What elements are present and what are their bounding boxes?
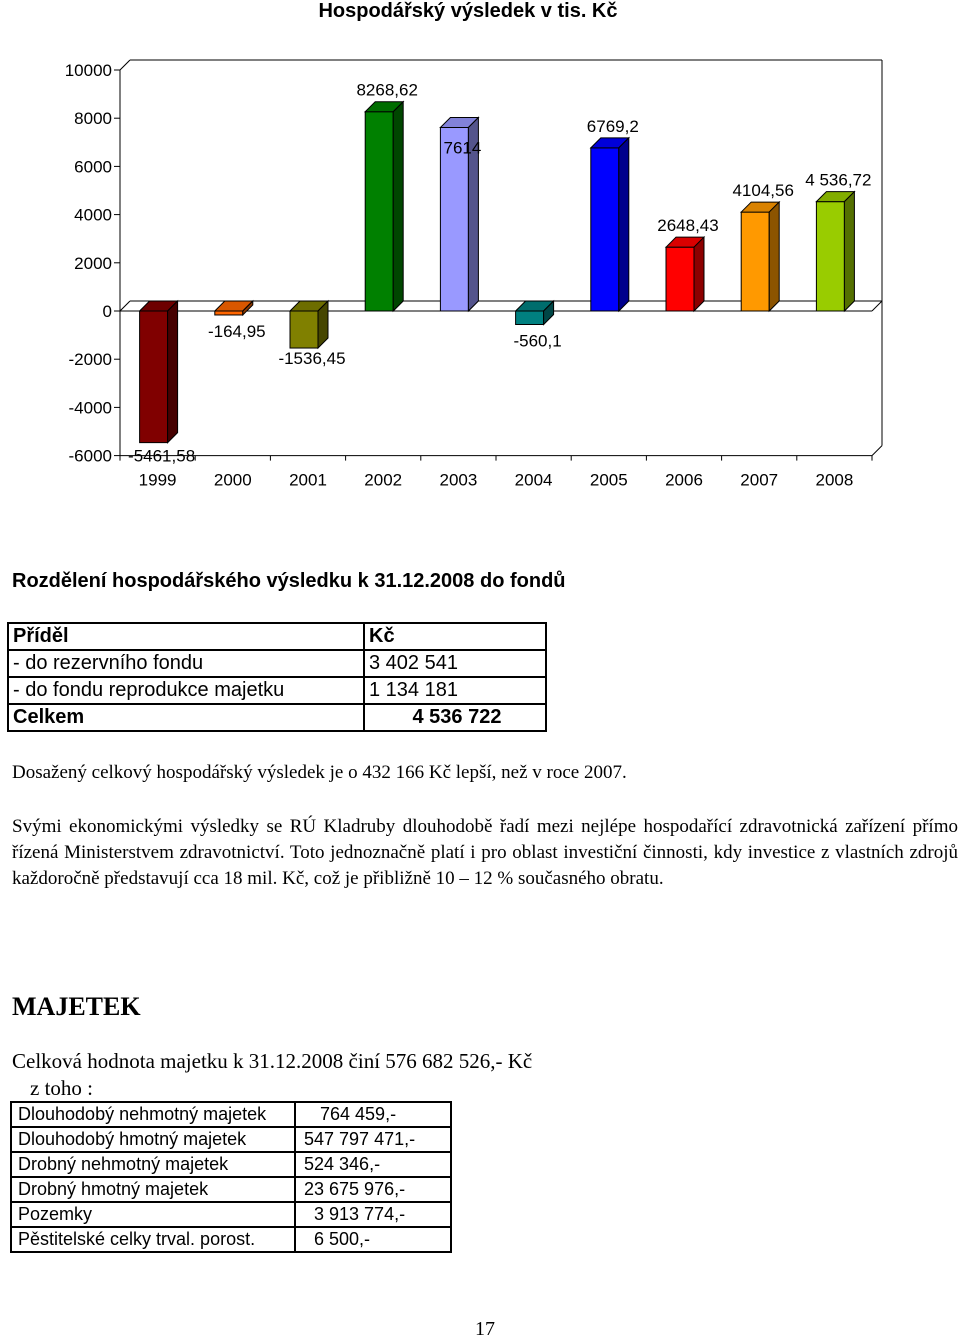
- assets-row: [11, 1152, 451, 1177]
- x-tick-label: 2002: [364, 470, 403, 490]
- bar-value-label: -5461,58: [128, 446, 196, 466]
- assets-table: [10, 1101, 452, 1253]
- bar-chart: [0, 40, 900, 500]
- bar-side: [619, 138, 629, 311]
- assets-subtitle: z toho :: [30, 1076, 93, 1100]
- bar-value-label: 6769,2: [586, 116, 639, 136]
- x-tick-label: 2004: [514, 470, 553, 490]
- bar: [365, 112, 393, 311]
- assets-row: [11, 1127, 451, 1152]
- chart-x-axis-depth: [872, 446, 882, 456]
- y-tick-label: -4000: [68, 398, 112, 418]
- bar-value-label: 4 536,72: [805, 170, 872, 190]
- allocation-row-label: - do rezervního fondu: [8, 650, 364, 677]
- asset-label: Drobný nehmotný majetek: [11, 1152, 295, 1177]
- bar: [816, 202, 844, 311]
- asset-value: 6 500,-: [314, 1229, 371, 1249]
- allocation-header-value: Kč: [364, 623, 546, 650]
- asset-label: Pěstitelské celky trval. porost.: [11, 1227, 295, 1252]
- asset-label: Dlouhodobý nehmotný majetek: [11, 1102, 295, 1127]
- allocation-total-value: 4 536 722: [364, 704, 546, 731]
- economic-results-paragraph: Svými ekonomickými výsledky se RÚ Kladruby dlouhodobě řadí mezi nejlépe hospodařící zdravotnická zařízení přímo řízená Ministerstvem zdravotnictví. Toto jednoznačně platí i pro oblast investiční činnosti, kdy investice z vlastních zdrojů každoročně představují cca 18 mil. Kč, což je přibližně 10 – 12 % současného obratu.: [12, 816, 958, 889]
- bar: [290, 311, 318, 348]
- chart-y-axis-depth: [120, 60, 130, 70]
- asset-value: 3 913 774,-: [314, 1204, 406, 1224]
- allocation-row-value: 1 134 181: [364, 677, 546, 704]
- total-assets-line: Celková hodnota majetku k 31.12.2008 činí 576 682 526,- Kč: [12, 1049, 533, 1073]
- x-tick-label: 1999: [138, 470, 177, 490]
- bar: [591, 148, 619, 311]
- bar-value-label: -1536,45: [278, 349, 346, 369]
- x-tick-label: 2007: [740, 470, 779, 490]
- allocation-total-row: [8, 704, 546, 731]
- bar-value-label: 7614: [443, 138, 482, 158]
- y-tick-label: -2000: [68, 350, 112, 370]
- bar-value-label: 2648,43: [657, 216, 719, 236]
- chart-zero-depth-line: [120, 301, 130, 311]
- majetek-heading: MAJETEK: [12, 992, 141, 1021]
- bar: [741, 212, 769, 311]
- bar-side: [393, 102, 403, 311]
- bar: [516, 311, 544, 324]
- bar-side: [694, 237, 704, 311]
- page-number: 17: [475, 1318, 495, 1340]
- x-tick-label: 2008: [815, 470, 854, 490]
- section-title: Rozdělení hospodářského výsledku k 31.12.2008 do fondů: [12, 570, 566, 592]
- allocation-table: [7, 622, 547, 732]
- x-tick-label: 2003: [439, 470, 478, 490]
- asset-label: Dlouhodobý hmotný majetek: [11, 1127, 295, 1152]
- asset-label: Pozemky: [11, 1202, 295, 1227]
- allocation-header-label: Příděl: [8, 623, 364, 650]
- chart-title: Hospodářský výsledek v tis. Kč: [318, 0, 618, 22]
- x-tick-label: 2000: [213, 470, 252, 490]
- allocation-row: [8, 650, 546, 677]
- allocation-row-value: 3 402 541: [364, 650, 546, 677]
- asset-value: 23 675 976,-: [304, 1179, 406, 1199]
- allocation-header-row: [8, 623, 546, 650]
- y-tick-label: 0: [102, 302, 112, 321]
- y-tick-label: 10000: [64, 61, 112, 80]
- asset-value: 547 797 471,-: [304, 1129, 416, 1149]
- bar-side: [844, 192, 854, 311]
- bar-side: [168, 301, 178, 443]
- bar: [140, 311, 168, 443]
- x-tick-label: 2001: [289, 470, 327, 490]
- x-tick-label: 2006: [665, 470, 703, 490]
- assets-row: [11, 1102, 451, 1127]
- y-tick-label: 6000: [74, 157, 112, 177]
- bar: [666, 247, 694, 311]
- asset-value: 524 346,-: [304, 1154, 381, 1174]
- bar-value-label: 8268,62: [356, 80, 418, 100]
- y-tick-label: 8000: [74, 109, 112, 129]
- bar-value-label: -164,95: [207, 321, 266, 341]
- chart-zero-depth-line: [872, 301, 882, 311]
- x-tick-label: 2005: [589, 470, 628, 490]
- allocation-row-label: - do fondu reprodukce majetku: [8, 677, 364, 704]
- bar: [215, 311, 243, 315]
- asset-value: 764 459,-: [320, 1104, 397, 1124]
- bar-value-label: -560,1: [513, 331, 562, 351]
- assets-row: [11, 1177, 451, 1202]
- allocation-total-label: Celkem: [8, 704, 364, 731]
- asset-label: Drobný hmotný majetek: [11, 1177, 295, 1202]
- y-tick-label: 4000: [74, 205, 112, 225]
- allocation-row: [8, 677, 546, 704]
- assets-row: [11, 1202, 451, 1227]
- y-tick-label: 2000: [74, 253, 112, 273]
- bar-side: [769, 202, 779, 311]
- assets-row: [11, 1227, 451, 1252]
- y-tick-label: -6000: [68, 446, 112, 466]
- result-comparison-paragraph: Dosažený celkový hospodářský výsledek je o 432 166 Kč lepší, než v roce 2007.: [12, 762, 627, 783]
- bar-value-label: 4104,56: [732, 181, 794, 201]
